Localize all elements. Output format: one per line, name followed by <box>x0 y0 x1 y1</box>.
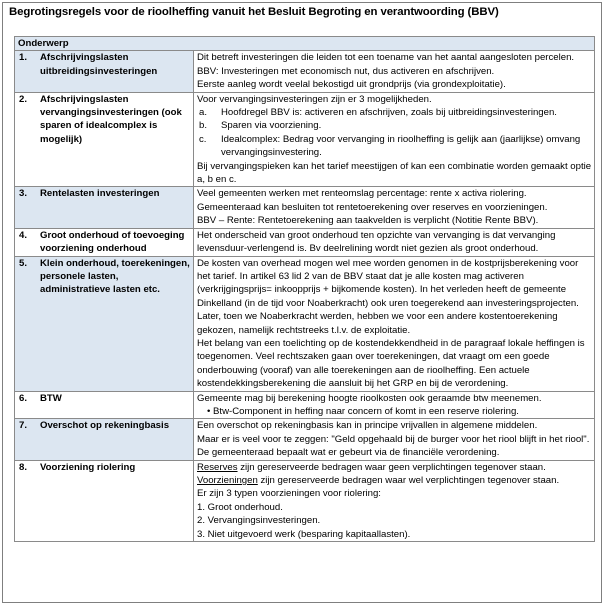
bbv-rules-table <box>14 36 595 542</box>
option-item <box>197 133 592 160</box>
row-number: 5. <box>15 256 35 391</box>
description-line: De kosten van overhead mogen wel mee worden genomen in de kostprijsberekening voor het tarief. In artikel 63 lid 2 van de BBV staat dat je alle kosten mag activeren (verkrijgingsprijs= inkoopprijs + bijkomende kosten). In het verleden heeft de gemeente Dinkelland (in de tijd voor Noaberkracht) ook uren toegerekend aan investeringsprojecten. Later, toen we Noaberkracht werden, hebben we voor een andere kostentoerekening gekozen, namelijk rechtstreeks t.l.v. de exploitatie. <box>197 257 579 336</box>
description-line: Het belang van een toelichting op de kostendekkendheid in de paragraaf lokale heffingen is toegenomen. Veel rechtszaken gaan over toerekeningen, dat vraagt om een goede onderbouwing (vooraf) van alle toerekeningen aan de rioolheffing. Een actuele kostendekkingsberekening die aansluit bij het GRP en bij de verordening. <box>197 337 585 390</box>
description-line: Dit betreft investeringen die leiden tot een toename van het aantal aangesloten percelen. <box>197 52 575 64</box>
description-line: BBV: Investeringen met economisch nut, dus activeren en afschrijven. <box>197 65 495 77</box>
option-marker: c. <box>199 133 207 145</box>
row-description <box>194 256 595 391</box>
table-header-row <box>15 37 595 51</box>
row-subject: Groot onderhoud of toevoeging voorziening onderhoud <box>34 228 194 256</box>
row-description <box>194 92 595 187</box>
description-line: Gemeente mag bij berekening hoogte rioolkosten ook geraamde btw meenemen. <box>197 392 542 404</box>
option-text: Idealcomplex: Bedrag voor vervanging in rioolheffing is gelijk aan (jaarlijkse) omvang vervangingsinvestering. <box>221 133 581 159</box>
option-item <box>197 106 592 119</box>
row-subject: Rentelasten investeringen <box>34 187 194 228</box>
description-line: Maar er is veel voor te zeggen: "Geld opgehaald bij de burger voor het riool blijft in het riool". De gemeenteraad bepaalt wat er gebeurt via de financiële verordening. <box>197 433 590 459</box>
row-subject: Voorziening riolering <box>34 460 194 541</box>
row-subject: BTW <box>34 391 194 419</box>
row-subject: Klein onderhoud, toerekeningen, personele lasten, administratieve lasten etc. <box>34 256 194 391</box>
reserves-definition: zijn gereserveerde bedragen waar geen verplichtingen tegenover staan. <box>237 461 546 473</box>
description-line: Een overschot op rekeningbasis kan in principe vrijvallen in algemene middelen. <box>197 420 538 432</box>
option-marker: b. <box>199 120 208 132</box>
list-item: 3. Niet uitgevoerd werk (besparing kapitaallasten). <box>197 528 411 540</box>
list-item: 1. Groot onderhoud. <box>197 501 283 513</box>
description-line <box>197 474 592 487</box>
row-number: 1. <box>15 51 35 92</box>
row-description <box>194 187 595 228</box>
table-row <box>15 92 595 187</box>
description-line: BBV – Rente: Rentetoerekening aan taakvelden is verplicht (Notitie Rente BBV). <box>197 215 539 227</box>
table-row <box>15 228 595 256</box>
row-description <box>194 51 595 92</box>
row-subject: Overschot op rekeningbasis <box>34 419 194 460</box>
row-number: 4. <box>15 228 35 256</box>
table-row <box>15 187 595 228</box>
row-description <box>194 391 595 419</box>
option-text: Sparen via voorziening. <box>221 120 322 132</box>
description-line: Gemeenteraad kan besluiten tot rentetoerekening over reserves en voorzieningen. <box>197 201 548 213</box>
row-number: 3. <box>15 187 35 228</box>
table-row <box>15 256 595 391</box>
option-text: Hoofdregel BBV is: activeren en afschrijven, zoals bij uitbreidingsinvesteringen. <box>221 107 557 119</box>
table-row <box>15 419 595 460</box>
row-subject: Afschrijvingslasten uitbreidingsinvesteringen <box>34 51 194 92</box>
list-item: 2. Vervangingsinvesteringen. <box>197 515 321 527</box>
row-number: 2. <box>15 92 35 187</box>
description-line: Bij vervangingspieken kan het tarief meestijgen of kan een combinatie worden gemaakt optie a, b en c. <box>197 160 592 186</box>
table-row <box>15 460 595 541</box>
row-number: 7. <box>15 419 35 460</box>
option-marker: a. <box>199 107 208 119</box>
voorzieningen-definition: zijn gereserveerde bedragen waar wel verplichtingen tegenover staan. <box>257 475 560 486</box>
reserves-term: Reserves <box>197 461 238 473</box>
bullet-line: • Btw-Component in heffing naar concern of komt in een reserve riolering. <box>207 405 519 417</box>
description-line: Het onderscheid van groot onderhoud ten opzichte van vervanging is dat vervanging levensduur-verlengend is. Bv deelrelining wordt niet gezien als groot onderhoud. <box>197 229 556 255</box>
description-line: Er zijn 3 typen voorzieningen voor riolering: <box>197 488 381 500</box>
description-line: Voor vervangingsinvesteringen zijn er 3 mogelijkheden. <box>197 93 432 105</box>
description-line <box>197 461 592 474</box>
header-onderwerp: Onderwerp <box>15 37 595 51</box>
row-description <box>194 460 595 541</box>
description-line: Veel gemeenten werken met renteomslag percentage: rente x activa riolering. <box>197 188 527 200</box>
row-number: 8. <box>15 460 35 541</box>
voorzieningen-term: Voorzieningen <box>197 475 258 486</box>
option-item <box>197 119 592 132</box>
row-number: 6. <box>15 391 35 419</box>
table-row <box>15 391 595 419</box>
row-subject: Afschrijvingslasten vervangingsinvesteringen (ook sparen of idealcomplex is mogelijk) <box>34 92 194 187</box>
table-row <box>15 51 595 92</box>
row-description <box>194 419 595 460</box>
document-title: Begrotingsregels voor de rioolheffing vanuit het Besluit Begroting en verantwoording (BBV) <box>9 6 499 18</box>
row-description <box>194 228 595 256</box>
description-line: Eerste aanleg wordt veelal bekostigd uit grondprijs (via grondexploitatie). <box>197 79 506 91</box>
